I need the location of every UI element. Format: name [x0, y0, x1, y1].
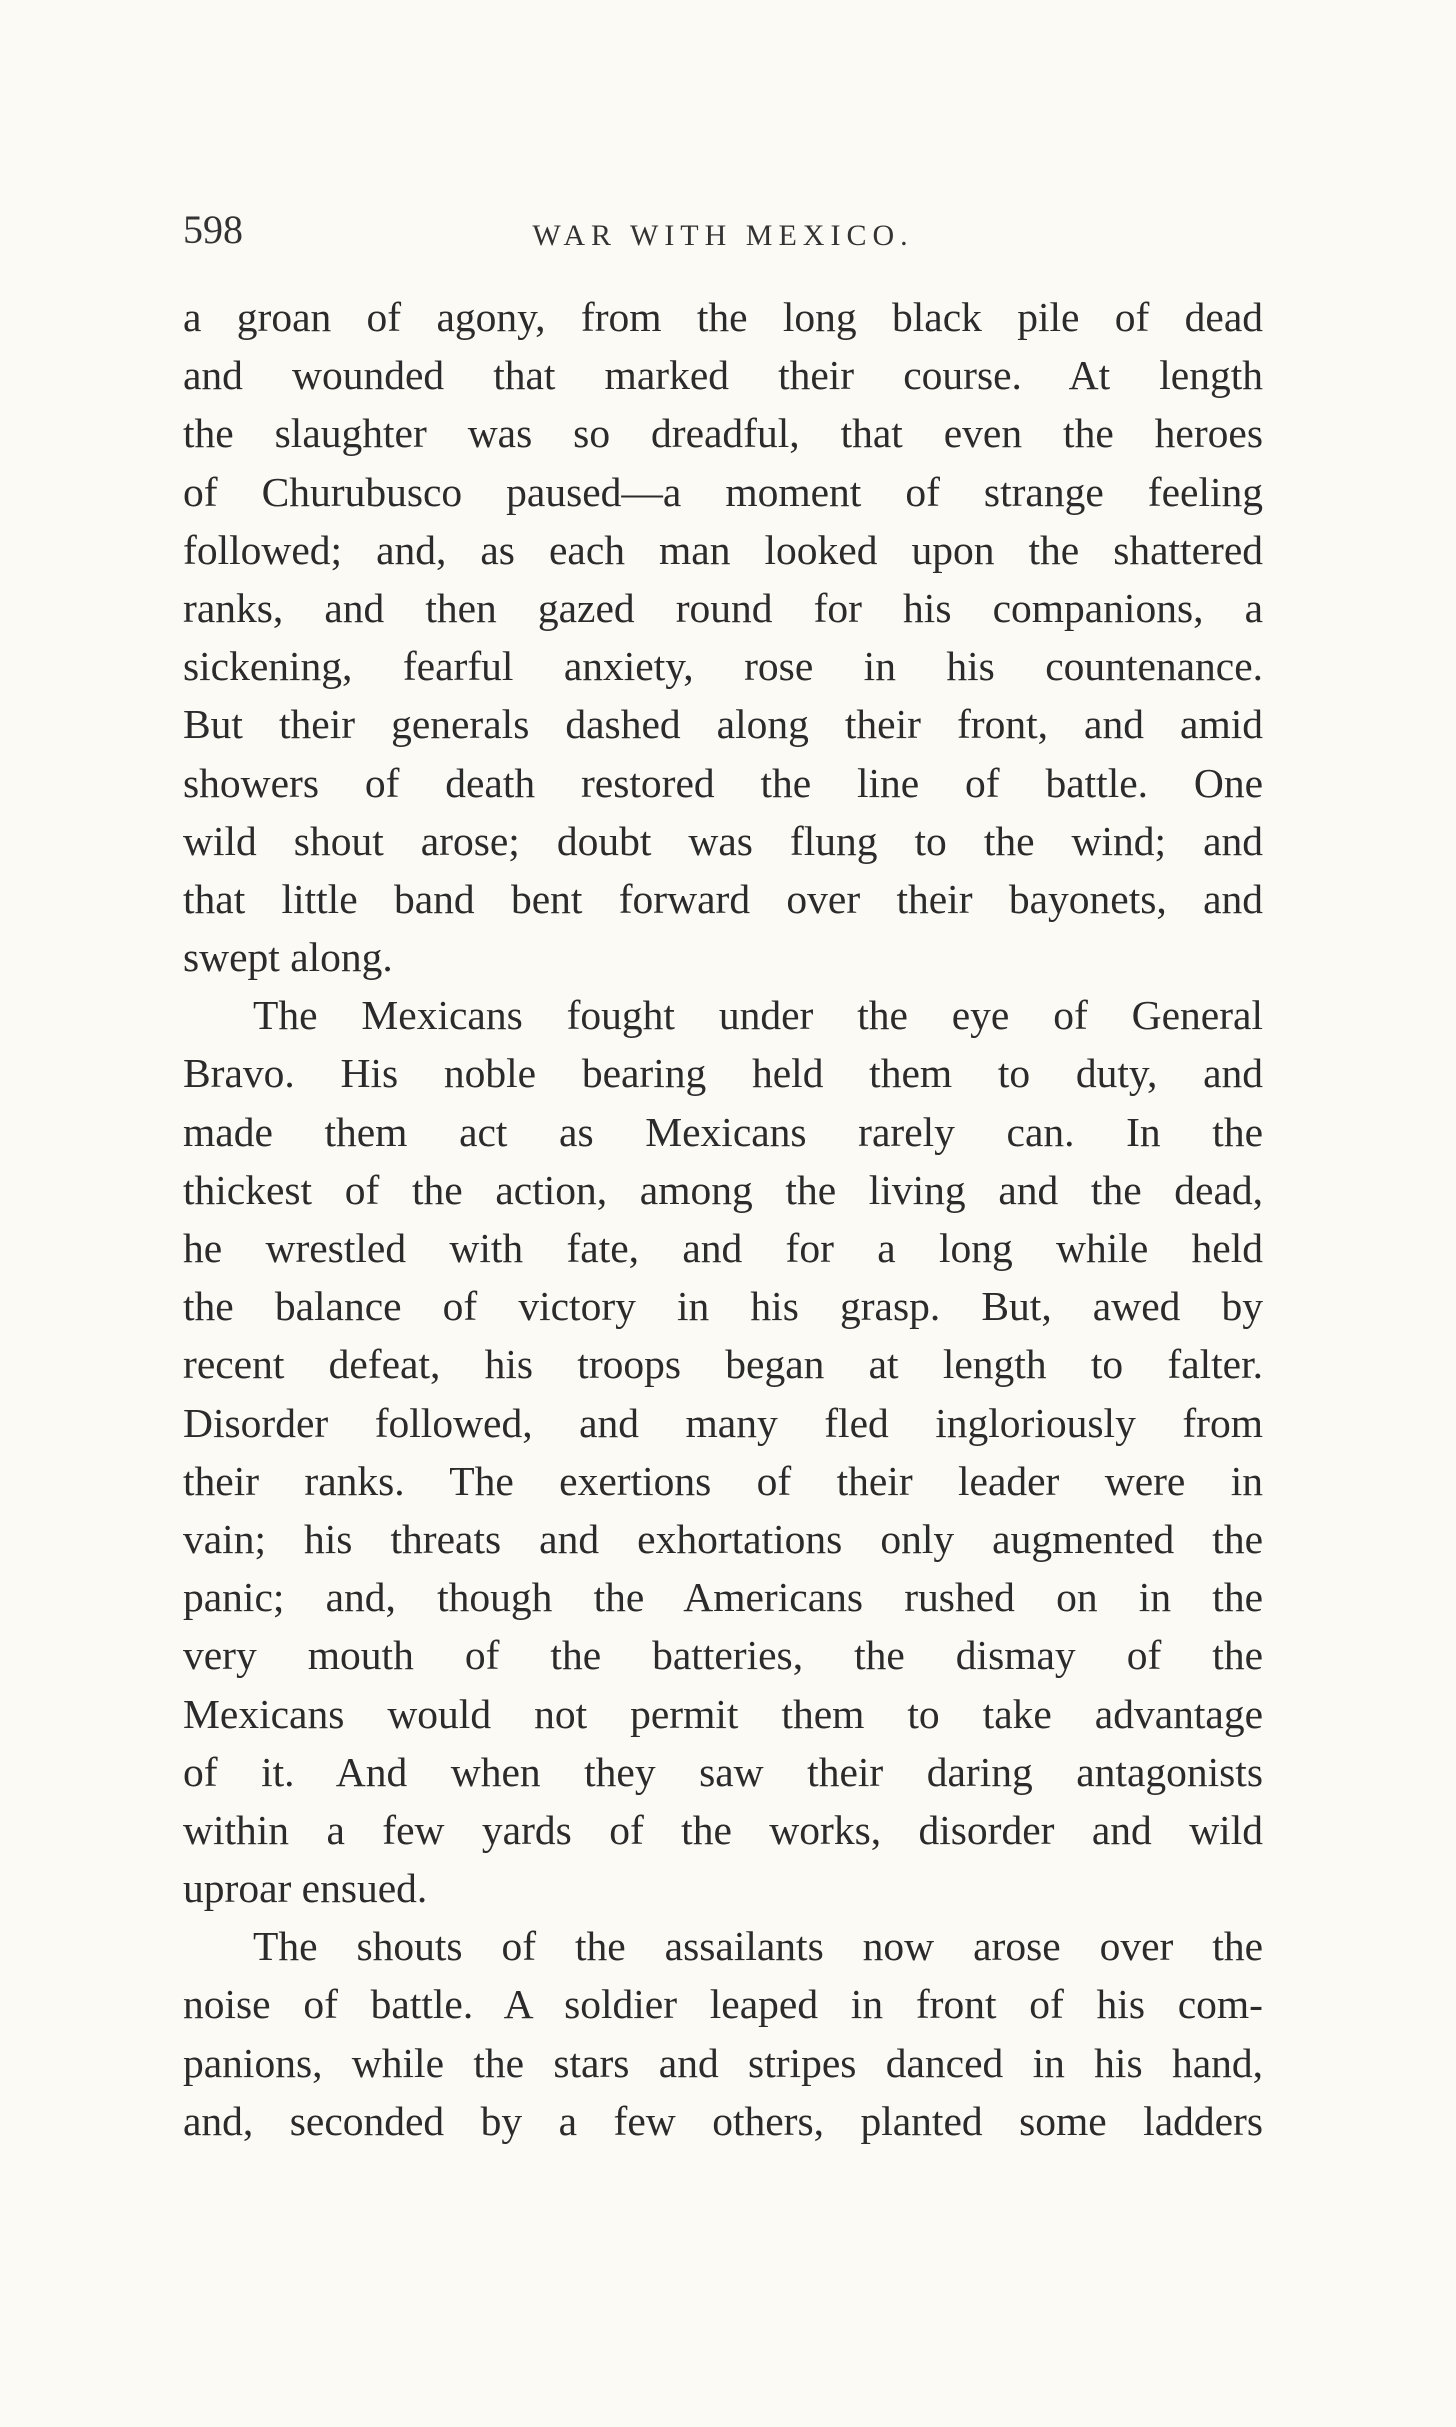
text-line: swept along.: [183, 934, 393, 981]
text-line: within a few yards of the works, disorder and wild: [183, 1806, 1263, 1853]
running-head: [183, 200, 1263, 260]
text-line: very mouth of the batteries, the dismay of the: [183, 1632, 1263, 1679]
text-line: showers of death restored the line of battle. One: [183, 759, 1263, 806]
text-line: But their generals dashed along their front, and amid: [183, 701, 1263, 748]
text-line: uproar ensued.: [183, 1865, 428, 1912]
text-line: and wounded that marked their course. At length: [183, 352, 1263, 399]
text-line: made them act as Mexicans rarely can. In the: [183, 1108, 1263, 1155]
running-title: WAR WITH MEXICO.: [532, 219, 914, 252]
body-text: [183, 288, 1263, 2150]
text-line: he wrestled with fate, and for a long while held: [183, 1225, 1263, 1271]
text-line: thickest of the action, among the living and the dead,: [183, 1166, 1263, 1213]
text-line: ranks, and then gazed round for his companions, a: [183, 584, 1263, 631]
text-line: followed; and, as each man looked upon the shattered: [183, 526, 1263, 573]
text-line: Mexicans would not permit them to take advantage: [183, 1690, 1263, 1737]
text-line: panions, while the stars and stripes danced in his hand,: [183, 2039, 1263, 2086]
text-line: their ranks. The exertions of their leader were in: [183, 1457, 1263, 1504]
text-line: that little band bent forward over their bayonets, and: [183, 875, 1263, 922]
text-line: of Churubusco paused—a moment of strange feeling: [183, 468, 1263, 515]
text-line: a groan of agony, from the long black pile of dead: [183, 294, 1263, 340]
text-line: Disorder followed, and many fled ingloriously from: [183, 1399, 1263, 1446]
text-line: the slaughter was so dreadful, that even the heroes: [183, 410, 1263, 457]
text-line: sickening, fearful anxiety, rose in his countenance.: [183, 643, 1263, 690]
text-line: noise of battle. A soldier leaped in front of his com-: [183, 1981, 1263, 2028]
text-line: and, seconded by a few others, planted some ladders: [183, 2097, 1263, 2144]
text-line: panic; and, though the Americans rushed on in the: [183, 1574, 1263, 1621]
text-line: wild shout arose; doubt was flung to the wind; and: [183, 817, 1263, 864]
text-line: of it. And when they saw their daring antagonists: [183, 1748, 1263, 1795]
text-line: The shouts of the assailants now arose over the: [253, 1923, 1263, 1970]
text-line: Bravo. His noble bearing held them to duty, and: [183, 1050, 1263, 1097]
text-line: The Mexicans fought under the eye of General: [253, 992, 1263, 1039]
text-line: recent defeat, his troops began at length to falter.: [183, 1341, 1263, 1388]
text-line: vain; his threats and exhortations only augmented the: [183, 1515, 1263, 1562]
text-line: the balance of victory in his grasp. But, awed by: [183, 1283, 1263, 1330]
page-number: 598: [183, 207, 243, 252]
